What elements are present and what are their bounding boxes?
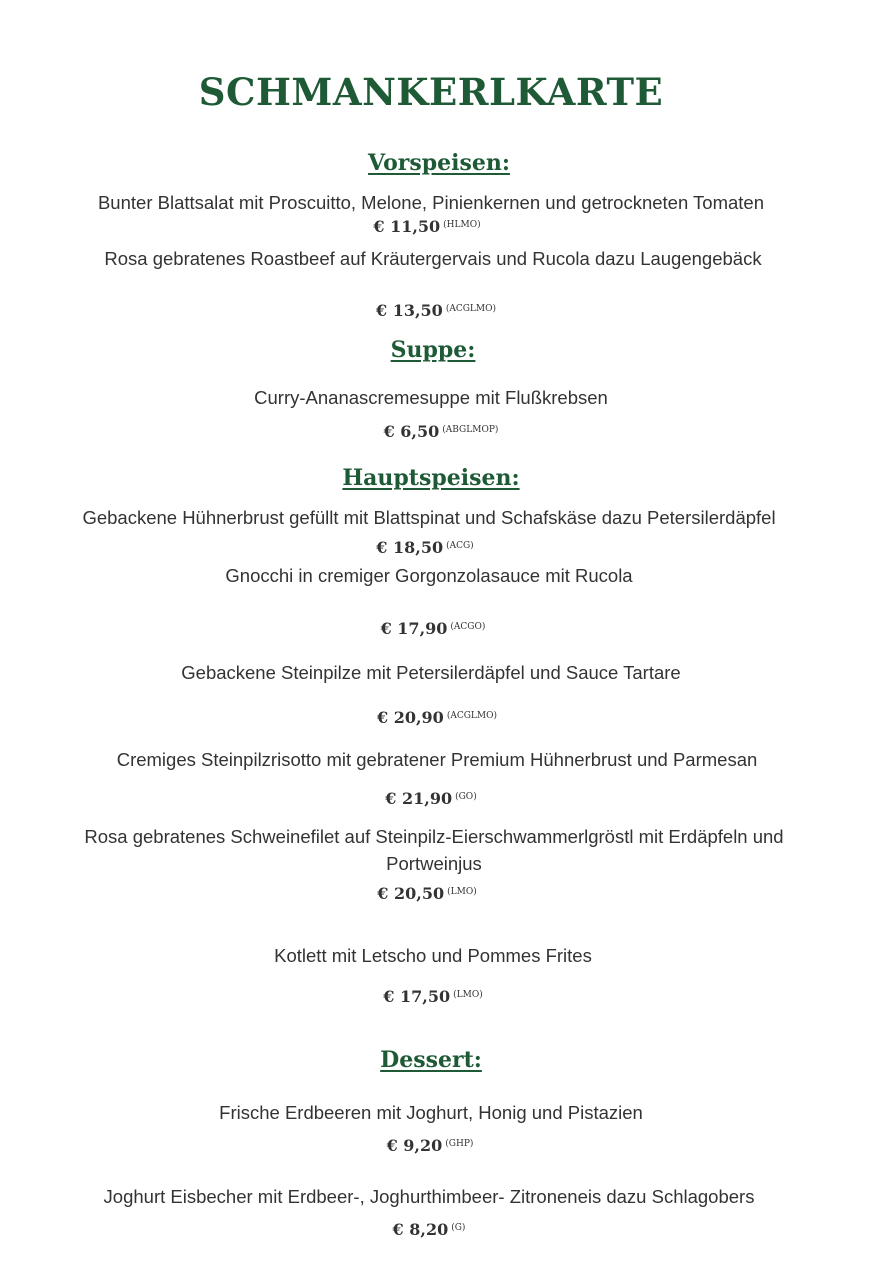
- allergen-codes: (ABGLMOP): [442, 425, 499, 435]
- dish-name: Joghurt Eisbecher mit Erdbeer-, Joghurthimbeer- Zitroneneis dazu Schlagobers: [103, 1186, 755, 1207]
- allergen-codes: (ACG): [446, 541, 474, 551]
- dish-price-row: [0, 217, 866, 236]
- dish-name: Bunter Blattsalat mit Proscuitto, Melone, Pinienkernen und getrockneten Tomaten: [97, 192, 765, 213]
- dish-price-row: [2, 422, 878, 441]
- allergen-codes: (ACGLMO): [445, 304, 496, 314]
- dish-price: € 11,50: [373, 217, 441, 236]
- menu-title: SCHMANKERLKARTE: [198, 70, 664, 114]
- dish-price-row: [0, 789, 870, 808]
- dish-name: Gnocchi in cremiger Gorgonzolasauce mit Rucola: [225, 565, 633, 586]
- dish-name: Frische Erdbeeren mit Joghurt, Honig und Pistazien: [219, 1102, 643, 1123]
- dish-price: € 13,50: [376, 301, 443, 320]
- dish-name: Kotlett mit Letscho und Pommes Frites: [274, 945, 592, 966]
- section-heading-hauptspeisen: Hauptspeisen:: [342, 465, 520, 491]
- dish-price: € 17,90: [380, 619, 448, 638]
- allergen-codes: (LMO): [447, 887, 477, 897]
- dish-price: € 21,90: [385, 789, 453, 808]
- dish-price-row: [0, 708, 876, 727]
- allergen-codes: (ACGO): [450, 622, 486, 632]
- allergen-codes: (ACGLMO): [446, 711, 497, 721]
- allergen-codes: (HLMO): [443, 220, 481, 230]
- dish-price-row: [0, 538, 864, 557]
- section-heading-suppe: Suppe:: [390, 337, 476, 363]
- section-heading-dessert: Dessert:: [380, 1047, 482, 1073]
- dish-name: Gebackene Steinpilze mit Petersilerdäpfel und Sauce Tartare: [181, 662, 681, 683]
- dish-price-row: [0, 1136, 869, 1155]
- dish-price-row: [0, 619, 872, 638]
- dish-name: Rosa gebratenes Roastbeef auf Kräutergervais und Rucola dazu Laugengebäck: [104, 248, 762, 269]
- dish-price-row: [0, 301, 875, 320]
- dish-price: € 8,20: [392, 1220, 449, 1239]
- dish-price: € 17,50: [383, 987, 451, 1006]
- dish-name: Gebackene Hühnerbrust gefüllt mit Blattspinat und Schafskäse dazu Petersilerdäpfel: [82, 507, 776, 528]
- dish-price: € 18,50: [376, 538, 444, 557]
- dish-price: € 9,20: [386, 1136, 443, 1155]
- dish-price: € 20,50: [377, 884, 445, 903]
- dish-price: € 6,50: [383, 422, 440, 441]
- dish-price: € 20,90: [377, 708, 444, 727]
- dish-price-row: [0, 1220, 868, 1239]
- dish-name: Rosa gebratenes Schweinefilet auf Steinpilz-Eierschwammerlgröstl mit Erdäpfeln und: [84, 826, 784, 847]
- allergen-codes: (GO): [455, 792, 477, 802]
- dish-price-row: [0, 987, 872, 1006]
- dish-name: Cremiges Steinpilzrisotto mit gebratener Premium Hühnerbrust und Parmesan: [116, 749, 758, 770]
- allergen-codes: (GHP): [445, 1139, 474, 1149]
- dish-name-continuation: Portweinjus: [386, 853, 482, 874]
- dish-price-row: [0, 884, 866, 903]
- allergen-codes: (LMO): [453, 990, 483, 1000]
- dish-name: Curry-Ananascremesuppe mit Flußkrebsen: [254, 387, 608, 408]
- allergen-codes: (G): [451, 1223, 466, 1233]
- section-heading-vorspeisen: Vorspeisen:: [368, 150, 510, 176]
